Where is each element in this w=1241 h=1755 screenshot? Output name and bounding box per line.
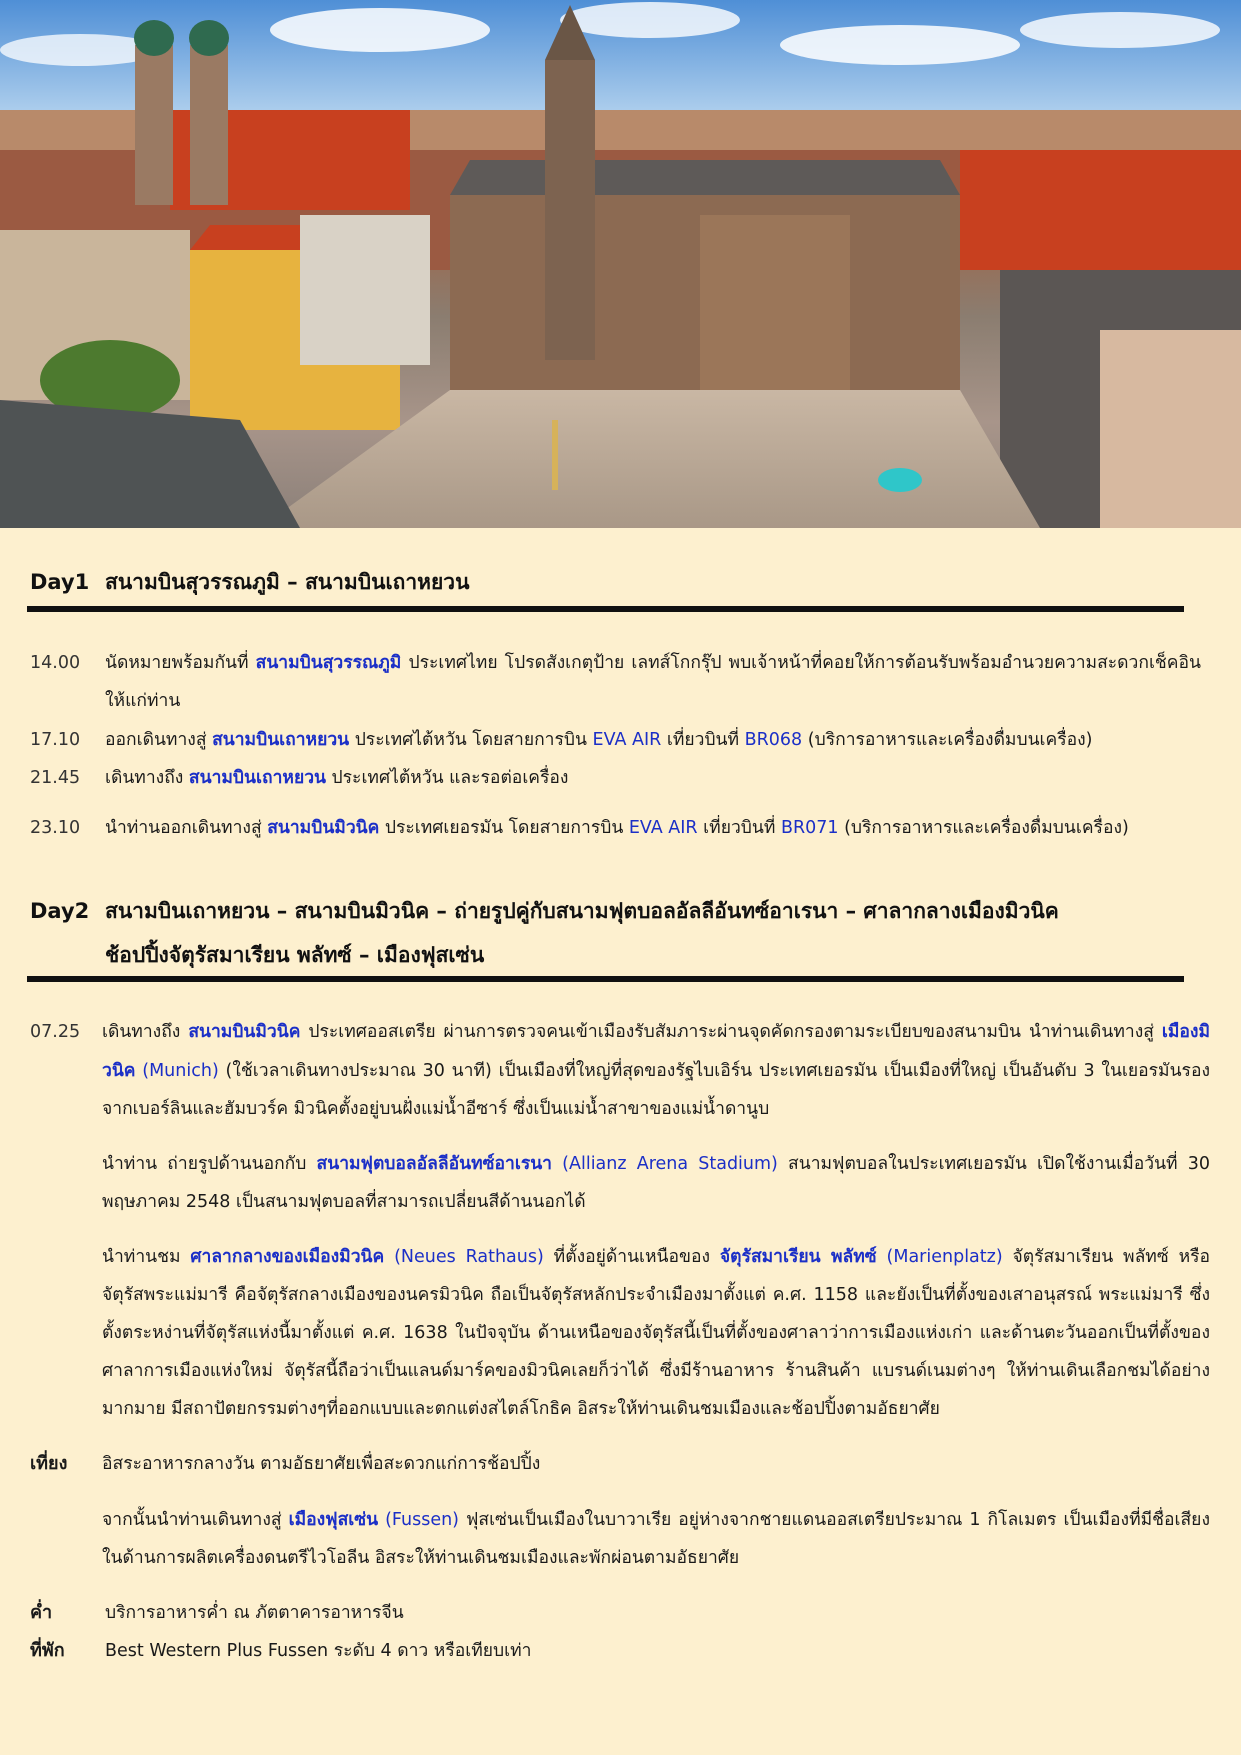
lunch-text: อิสระอาหารกลางวัน ตามอัธยาศัยเพื่อสะดวกแก่การช้อปปิ้ง	[102, 1454, 541, 1474]
time: 17.10	[30, 730, 81, 750]
time: 21.45	[30, 768, 81, 788]
city-illustration	[0, 0, 1241, 528]
day2-title-line1: สนามบินเถาหยวน – สนามบินมิวนิค – ถ่ายรูปคู่กับสนามฟุตบอลอัลลีอันทซ์อาเรนา – ศาลากลางเมืองมิวนิค	[105, 899, 1059, 923]
dinner-text: บริการอาหารค่ำ ณ ภัตตาคารอาหารจีน	[105, 1603, 404, 1623]
day2-fussen-paragraph: จากนั้นนำท่านเดินทางสู่ เมืองฟุสเซ่น (Fussen) ฟุสเซ่นเป็นเมืองในบาวาเรีย อยู่ห่างจากชายแดนออสเตรียประมาณ 1 กิโลเมตร เป็นเมืองที่มีชื่อเสียงในด้านการผลิตเครื่องดนตรีไวโอลีน อิสระให้ท่านเดินชมเมืองและพักผ่อนตามอัธยาศัย	[102, 1510, 1210, 1568]
item-text: เดินทางถึง สนามบินเถาหยวน ประเทศไต้หวัน และรอต่อเครื่อง	[105, 768, 569, 788]
lunch-label: เที่ยง	[30, 1453, 68, 1474]
day1-heading	[30, 563, 1190, 601]
hotel-text: Best Western Plus Fussen ระดับ 4 ดาว หรือเทียบเท่า	[105, 1641, 532, 1661]
day2-rathaus-paragraph: นำท่านชม ศาลากลางของเมืองมิวนิค (Neues Rathaus) ที่ตั้งอยู่ด้านเหนือของ จัตุรัสมาเรียน พลัทซ์ (Marienplatz) จัตุรัสมาเรียน พลัทซ์ หรือ จัตุรัสพระแม่มารี คือจัตุรัสกลางเมืองของนครมิวนิค ถือเป็นจัตุรัสหลักประจำเมืองมาตั้งแต่ ค.ศ. 1158 และยังเป็นที่ตั้งของเสาอนุสรณ์ พระแม่มารี ซึ่งตั้งตระหง่านที่จัตุรัสแห่งนี้มาตั้งแต่ ค.ศ. 1638 ในปัจจุบัน ด้านเหนือของจัตุรัสนี้เป็นที่ตั้งของศาลาว่าการเมืองแห่งเก่า และด้านตะวันออกเป็นที่ตั้งของศาลาการเมืองแห่งใหม่ จัตุรัสนี้ถือว่าเป็นแลนด์มาร์คของมิวนิคเลยก็ว่าได้ ซึ่งมีร้านอาหาร ร้านสินค้า แบรนด์เนมต่างๆ ให้ท่านเดินเลือกชมได้อย่างมากมาย มีสถาปัตยกรรมต่างๆที่ออกแบบและตกแต่งสไตล์โกธิค อิสระให้ท่านเดินชมเมืองและช้อปปิ้งตามอัธยาศัย	[102, 1247, 1211, 1419]
time: 14.00	[30, 653, 81, 673]
time: 23.10	[30, 818, 81, 838]
hero-photo-munich	[0, 0, 1241, 528]
item-text: นำท่านออกเดินทางสู่ สนามบินมิวนิค ประเทศเยอรมัน โดยสายการบิน EVA AIR เที่ยวบินที่ BR071 (บริการอาหารและเครื่องดื่มบนเครื่อง)	[105, 818, 1129, 838]
arrival-text: เดินทางถึง สนามบินมิวนิค ประเทศออสเตรีย ผ่านการตรวจคนเข้าเมืองรับสัมภาระผ่านจุดคัดกรองตามระเบียบของสนามบิน นำท่านเดินทางสู่ เมืองมิวนิค (Munich) (ใช้เวลาเดินทางประมาณ 30 นาที) เป็นเมืองที่ใหญ่ที่สุดของรัฐไบเอิร์น ประเทศเยอรมัน เป็นเมืองที่ใหญ่ เป็นอันดับ 3 ในเยอรมันรองจากเบอร์ลินและฮัมบวร์ค มิวนิคตั้งอยู่บนฝั่งแม่น้ำอีซาร์ ซึ่งเป็นแม่น้ำสาขาของแม่น้ำดานูบ	[102, 1022, 1211, 1119]
day2-label: Day2	[30, 899, 90, 923]
dinner-label: ค่ำ	[30, 1602, 53, 1623]
time: 07.25	[30, 1022, 81, 1042]
day1-rule	[27, 606, 1184, 612]
day1-label: Day1	[30, 570, 90, 594]
hotel-label: ที่พัก	[30, 1640, 65, 1661]
item-text: ออกเดินทางสู่ สนามบินเถาหยวน ประเทศไต้หวัน โดยสายการบิน EVA AIR เที่ยวบินที่ BR068 (บริการอาหารและเครื่องดื่มบนเครื่อง)	[105, 730, 1093, 750]
day2-heading	[30, 889, 1190, 977]
day2-arrival	[30, 1013, 1210, 1129]
day1-item-4	[30, 809, 1210, 847]
day1-item-2	[30, 721, 1210, 759]
day1-item-3	[30, 759, 1210, 797]
day2-title-line2: ช้อปปิ้งจัตุรัสมาเรียน พลัทซ์ – เมืองฟุสเซ่น	[105, 943, 485, 967]
item-text: นัดหมายพร้อมกันที่ สนามบินสุวรรณภูมิ ประเทศไทย โปรดสังเกตุป้าย เลทส์โกกรุ๊ป พบเจ้าหน้าที่คอยให้การต้อนรับพร้อมอำนวยความสะดวกเช็คอินให้แก่ท่าน	[105, 653, 1201, 711]
day1-item-1	[30, 644, 1210, 720]
day1-title: สนามบินสุวรรณภูมิ – สนามบินเถาหยวน	[105, 570, 470, 594]
day2-arena-paragraph: นำท่าน ถ่ายรูปด้านนอกกับ สนามฟุตบอลอัลลีอันทซ์อาเรนา (Allianz Arena Stadium) สนามฟุตบอลในประเทศเยอรมัน เปิดใช้งานเมื่อวันที่ 30 พฤษภาคม 2548 เป็นสนามฟุตบอลที่สามารถเปลี่ยนสีด้านนอกได้	[102, 1154, 1210, 1212]
day2-rule	[27, 976, 1184, 982]
